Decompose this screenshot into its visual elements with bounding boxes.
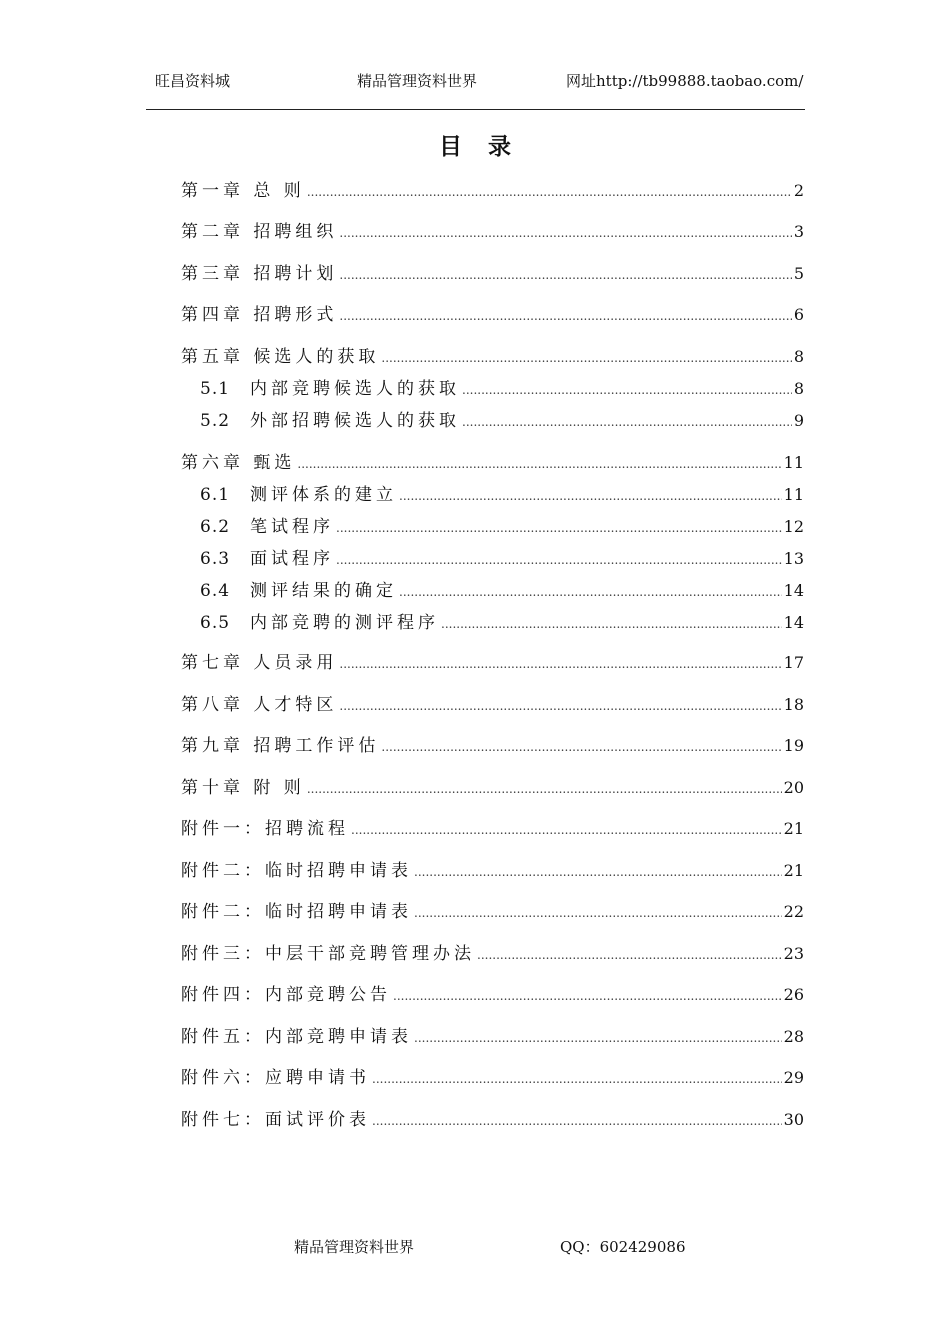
toc-entry-label: 附件七：面试评价表 <box>181 1110 370 1130</box>
toc-entry-label: 附件四：内部竞聘公告 <box>181 985 391 1005</box>
toc-leader-dots <box>399 585 782 599</box>
toc-entry[interactable] <box>181 1022 804 1046</box>
toc-entry-label: 附件六：应聘申请书 <box>181 1068 370 1088</box>
toc-page-number: 21 <box>783 819 804 838</box>
toc-entry[interactable] <box>181 342 804 366</box>
toc-entry[interactable] <box>181 448 804 472</box>
toc-leader-dots <box>399 489 782 503</box>
toc-leader-dots <box>297 457 781 471</box>
toc-page-number: 11 <box>783 453 804 472</box>
toc-page-number: 9 <box>793 411 804 430</box>
toc-leader-dots <box>477 948 782 962</box>
toc-entry-label: 第七章 人员录用 <box>181 653 338 673</box>
toc-entry[interactable] <box>181 856 804 880</box>
toc-entry[interactable] <box>181 259 804 283</box>
toc-entry-label: 第三章 招聘计划 <box>181 264 338 284</box>
toc-page-number: 8 <box>793 379 804 398</box>
toc-entry-label: 第六章 甄选 <box>181 453 296 473</box>
toc-page-number: 11 <box>783 485 804 504</box>
toc-leader-dots <box>339 226 791 240</box>
toc-entry[interactable] <box>181 690 804 714</box>
toc-leader-dots <box>307 782 782 796</box>
toc-entry-label: 内部竞聘的测评程序 <box>250 613 439 633</box>
header-divider <box>146 109 805 110</box>
toc-entry[interactable] <box>200 406 804 430</box>
header-url-label: 网址 <box>566 72 597 90</box>
toc-leader-dots <box>339 268 791 282</box>
toc-page-number: 13 <box>783 549 804 568</box>
toc-entry-label: 附件五：内部竞聘申请表 <box>181 1027 412 1047</box>
toc-entry-label: 附件二：临时招聘申请表 <box>181 902 412 922</box>
toc-leader-dots <box>414 1031 782 1045</box>
toc-entry-label: 测评体系的建立 <box>250 485 397 505</box>
toc-entry-label: 第四章 招聘形式 <box>181 305 338 325</box>
toc-leader-dots <box>462 415 792 429</box>
toc-page-number: 2 <box>793 181 804 200</box>
toc-entry-label: 第二章 招聘组织 <box>181 222 338 242</box>
toc-leader-dots <box>339 699 781 713</box>
toc-leader-dots <box>336 553 782 567</box>
toc-page-number: 19 <box>783 736 804 755</box>
toc-entry[interactable] <box>200 374 804 398</box>
toc-entry[interactable] <box>181 773 804 797</box>
toc-page-number: 22 <box>783 902 804 921</box>
toc-entry-label: 第五章 候选人的获取 <box>181 347 380 367</box>
toc-entry-label: 外部招聘候选人的获取 <box>250 411 460 431</box>
toc-entry-number: 6.4 <box>200 581 231 601</box>
toc-entry-label: 第八章 人才特区 <box>181 695 338 715</box>
toc-leader-dots <box>372 1072 782 1086</box>
footer-qq-text: QQ：602429086 <box>560 1238 686 1256</box>
toc-page-number: 21 <box>783 861 804 880</box>
toc-entry[interactable] <box>181 217 804 241</box>
toc-leader-dots <box>372 1114 782 1128</box>
header-left-text: 旺昌资料城 <box>155 72 231 90</box>
header-url-group <box>566 70 803 91</box>
toc-entry[interactable] <box>200 512 804 536</box>
toc-page-number: 30 <box>783 1110 804 1129</box>
toc-page-number: 18 <box>783 695 804 714</box>
toc-page-number: 23 <box>783 944 804 963</box>
toc-leader-dots <box>414 865 782 879</box>
toc-entry[interactable] <box>181 648 804 672</box>
toc-page-number: 3 <box>793 222 804 241</box>
toc-page-number: 14 <box>783 581 804 600</box>
toc-leader-dots <box>381 351 791 365</box>
toc-entry[interactable] <box>181 731 804 755</box>
toc-entry[interactable] <box>181 814 804 838</box>
toc-entry-label: 附件二：临时招聘申请表 <box>181 861 412 881</box>
page-title: 目录 <box>439 133 537 160</box>
toc-entry-label: 笔试程序 <box>250 517 334 537</box>
toc-entry[interactable] <box>181 300 804 324</box>
toc-entry[interactable] <box>200 480 804 504</box>
header-center-text: 精品管理资料世界 <box>357 72 478 90</box>
toc-entry-label: 测评结果的确定 <box>250 581 397 601</box>
toc-entry[interactable] <box>200 544 804 568</box>
toc-entry[interactable] <box>200 576 804 600</box>
toc-entry-number: 5.2 <box>200 411 231 431</box>
toc-leader-dots <box>336 521 782 535</box>
toc-page-number: 14 <box>783 613 804 632</box>
toc-leader-dots <box>462 383 792 397</box>
toc-entry[interactable] <box>181 1063 804 1087</box>
toc-entry-number: 6.3 <box>200 549 231 569</box>
toc-entry[interactable] <box>200 608 804 632</box>
toc-page-number: 5 <box>793 264 804 283</box>
toc-entry-label: 第一章 总 则 <box>181 181 305 201</box>
toc-leader-dots <box>393 989 782 1003</box>
toc-page-number: 20 <box>783 778 804 797</box>
toc-leader-dots <box>339 309 791 323</box>
toc-entry-label: 面试程序 <box>250 549 334 569</box>
toc-entry[interactable] <box>181 897 804 921</box>
toc-entry-number: 6.5 <box>200 613 231 633</box>
toc-entry-number: 6.2 <box>200 517 231 537</box>
toc-entry-label: 第十章 附 则 <box>181 778 305 798</box>
toc-entry[interactable] <box>181 939 804 963</box>
toc-leader-dots <box>339 657 781 671</box>
toc-page-number: 12 <box>783 517 804 536</box>
toc-leader-dots <box>381 740 781 754</box>
toc-entry[interactable] <box>181 980 804 1004</box>
toc-entry[interactable] <box>181 1105 804 1129</box>
footer-left-text: 精品管理资料世界 <box>294 1238 415 1256</box>
page-header <box>0 66 950 92</box>
toc-leader-dots <box>307 185 792 199</box>
toc-leader-dots <box>414 906 782 920</box>
toc-entry-number: 5.1 <box>200 379 231 399</box>
toc-leader-dots <box>351 823 782 837</box>
toc-entry-label: 附件一：招聘流程 <box>181 819 349 839</box>
toc-page-number: 8 <box>793 347 804 366</box>
toc-entry-label: 第九章 招聘工作评估 <box>181 736 380 756</box>
toc-entry-label: 内部竞聘候选人的获取 <box>250 379 460 399</box>
toc-page-number: 29 <box>783 1068 804 1087</box>
toc-entry-number: 6.1 <box>200 485 231 505</box>
toc-leader-dots <box>441 617 782 631</box>
toc-entry-label: 附件三：中层干部竞聘管理办法 <box>181 944 475 964</box>
toc-page-number: 17 <box>783 653 804 672</box>
header-url-link[interactable]: http://tb99888.taobao.com/ <box>596 72 804 90</box>
toc-page-number: 6 <box>793 305 804 324</box>
toc-entry[interactable] <box>181 176 804 200</box>
toc-page-number: 26 <box>783 985 804 1004</box>
toc-page-number: 28 <box>783 1027 804 1046</box>
